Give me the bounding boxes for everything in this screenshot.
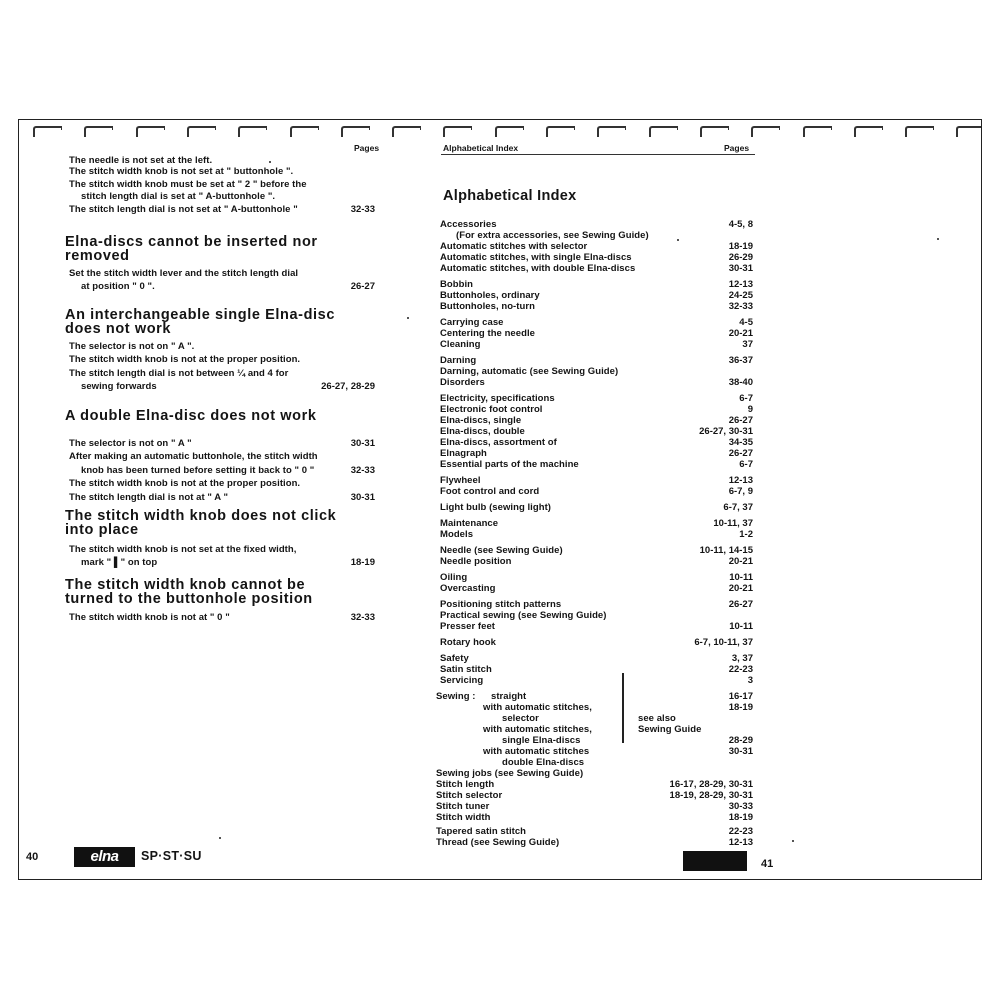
- print-speck: [269, 161, 271, 163]
- index-entry: Accessories: [440, 219, 497, 230]
- index-pages: 6-7, 10-11, 37: [694, 637, 753, 648]
- binding-ring: [238, 126, 266, 137]
- print-speck: [219, 837, 221, 839]
- index-entry: Automatic stitches, with single Elna-discs: [440, 252, 632, 263]
- model-name: SP·ST·SU: [141, 849, 202, 863]
- manual-spread: [18, 119, 982, 880]
- index-pages: 4-5, 8: [728, 219, 753, 230]
- index-entry: Sewing jobs (see Sewing Guide): [436, 768, 584, 779]
- index-entry: Needle position: [440, 556, 512, 567]
- binding-ring: [803, 126, 831, 137]
- index-pages: 3: [747, 675, 753, 686]
- index-entry: Servicing: [440, 675, 484, 686]
- index-entry: Overcasting: [440, 583, 496, 594]
- index-entry: Practical sewing (see Sewing Guide): [440, 610, 607, 621]
- index-entry: Needle (see Sewing Guide): [440, 545, 563, 556]
- sewing-subentry: double Elna-discs: [502, 757, 585, 768]
- print-speck: [937, 238, 939, 240]
- entry-text: The stitch width knob is not set at " buttonhole ".: [69, 166, 294, 178]
- section-heading: The stitch width knob cannot be: [65, 577, 306, 593]
- see-also-note: Sewing Guide: [638, 724, 702, 735]
- page-tab-marker: [683, 851, 747, 871]
- section-heading: removed: [65, 248, 130, 264]
- index-entry: Centering the needle: [440, 328, 535, 339]
- sewing-subentry: straight: [491, 691, 527, 702]
- binding-ring: [443, 126, 471, 137]
- entry-pages: 30-31: [350, 438, 375, 449]
- index-entry: Presser feet: [440, 621, 495, 632]
- index-pages: 18-19, 28-29, 30-31: [669, 790, 753, 801]
- entry-pages: 18-19: [350, 557, 375, 569]
- index-pages: 16-17, 28-29, 30-31: [669, 779, 753, 790]
- binding-ring: [341, 126, 369, 137]
- header-rule: [441, 154, 755, 155]
- binding-ring: [649, 126, 677, 137]
- index-pages: 26-27: [728, 448, 753, 459]
- entry-text: sewing forwards: [81, 381, 157, 393]
- entry-text: The stitch width knob is not at the proper position.: [69, 354, 301, 366]
- index-entry: Electricity, specifications: [440, 393, 555, 404]
- sewing-label: Sewing :: [436, 691, 476, 702]
- index-entry: Elna-discs, assortment of: [440, 437, 557, 448]
- see-also-bracket: [622, 673, 624, 743]
- entry-text: The stitch length dial is not at " A ": [69, 491, 229, 503]
- entry-pages: 26-27, 28-29: [321, 381, 375, 393]
- binding-ring: [854, 126, 882, 137]
- index-pages: 3, 37: [731, 653, 753, 664]
- index-entry: Flywheel: [440, 475, 481, 486]
- index-pages: 20-21: [728, 328, 753, 339]
- index-entry: Stitch tuner: [436, 801, 490, 812]
- index-entry: Darning, automatic (see Sewing Guide): [440, 366, 619, 377]
- index-entry: Oiling: [440, 572, 468, 583]
- index-entry: Electronic foot control: [440, 404, 543, 415]
- index-pages: 20-21: [728, 583, 753, 594]
- sewing-subentry: with automatic stitches,: [483, 702, 592, 713]
- index-entry: Elna-discs, single: [440, 415, 522, 426]
- index-entry: Stitch length: [436, 779, 495, 790]
- entry-pages: 32-33: [350, 203, 375, 215]
- index-entry: Thread (see Sewing Guide): [436, 837, 560, 848]
- binding-ring: [136, 126, 164, 137]
- binding-ring: [33, 126, 61, 137]
- index-pages: 30-33: [728, 801, 753, 812]
- binding-ring: [290, 126, 318, 137]
- entry-text: The needle is not set at the left.: [69, 155, 213, 166]
- index-pages: 10-11, 14-15: [699, 545, 753, 556]
- index-pages: 6-7: [739, 393, 753, 404]
- index-pages: 10-11: [729, 621, 753, 632]
- section-heading: An interchangeable single Elna-disc: [65, 307, 335, 323]
- index-entry: Disorders: [440, 377, 485, 388]
- binding-ring: [495, 126, 523, 137]
- entry-pages: 32-33: [350, 464, 375, 476]
- right-pages-header: Pages: [724, 143, 750, 153]
- index-pages: 36-37: [728, 355, 753, 366]
- entry-text: Set the stitch width lever and the stitch length dial: [69, 268, 299, 279]
- binding-ring: [905, 126, 933, 137]
- binding-ring: [751, 126, 779, 137]
- entry-pages: 26-27: [350, 281, 375, 293]
- index-entry: (For extra accessories, see Sewing Guide): [456, 230, 649, 241]
- index-entry: Elnagraph: [440, 448, 487, 459]
- left-page-number: 40: [26, 851, 39, 863]
- index-pages: 30-31: [728, 263, 753, 274]
- binding-ring: [392, 126, 420, 137]
- index-pages: 6-7, 9: [728, 486, 753, 497]
- sewing-pages: 18-19: [728, 702, 753, 713]
- elna-logo: elna: [74, 847, 135, 867]
- index-entry: Elna-discs, double: [440, 426, 525, 437]
- entry-text: The stitch width knob must be set at " 2 " before the: [69, 179, 307, 191]
- index-pages: 10-11, 37: [713, 518, 753, 529]
- entry-text: The stitch width knob is not set at the fixed width,: [69, 544, 297, 555]
- index-pages: 4-5: [739, 317, 753, 328]
- index-pages: 34-35: [728, 437, 753, 448]
- section-heading: Elna-discs cannot be inserted nor: [65, 234, 318, 250]
- index-pages: 6-7, 37: [723, 502, 753, 513]
- see-also-note: see also: [638, 713, 676, 724]
- index-pages: 26-29: [728, 252, 753, 263]
- index-entry: Models: [440, 529, 474, 540]
- index-entry: Rotary hook: [440, 637, 496, 648]
- index-entry: Buttonholes, ordinary: [440, 290, 540, 301]
- index-pages: 37: [742, 339, 753, 350]
- binding-ring: [187, 126, 215, 137]
- binding-ring: [956, 126, 982, 137]
- entry-text: The selector is not on " A ": [69, 438, 192, 449]
- binding-ring: [700, 126, 728, 137]
- index-entry: Essential parts of the machine: [440, 459, 579, 470]
- sewing-pages: 28-29: [728, 735, 753, 746]
- index-entry: Darning: [440, 355, 477, 366]
- section-heading: does not work: [65, 321, 172, 337]
- index-entry: Stitch width: [436, 812, 491, 823]
- sewing-pages: 16-17: [728, 691, 753, 702]
- index-entry: Automatic stitches, with double Elna-discs: [440, 263, 636, 274]
- section-heading: into place: [65, 522, 139, 538]
- index-entry: Light bulb (sewing light): [440, 502, 552, 513]
- index-title: Alphabetical Index: [443, 188, 577, 204]
- index-pages: 22-23: [728, 826, 753, 837]
- index-pages: 32-33: [728, 301, 753, 312]
- index-pages: 12-13: [728, 279, 753, 290]
- index-pages: 20-21: [728, 556, 753, 567]
- print-speck: [407, 317, 409, 319]
- index-pages: 26-27, 30-31: [699, 426, 753, 437]
- index-entry: Automatic stitches with selector: [440, 241, 588, 252]
- entry-text: The stitch width knob is not at the proper position.: [69, 478, 301, 490]
- entry-text: The stitch width knob is not at " 0 ": [69, 612, 230, 623]
- entry-text: The stitch length dial is not between ¼ and 4 for: [69, 367, 289, 379]
- sewing-subentry: with automatic stitches: [483, 746, 590, 757]
- index-entry: Positioning stitch patterns: [440, 599, 562, 610]
- section-heading: A double Elna-disc does not work: [65, 408, 317, 424]
- index-pages: 6-7: [739, 459, 753, 470]
- binding-ring: [84, 126, 112, 137]
- index-entry: Bobbin: [440, 279, 474, 290]
- index-pages: 9: [747, 404, 753, 415]
- index-pages: 22-23: [728, 664, 753, 675]
- left-pages-header: Pages: [354, 143, 380, 153]
- index-entry: Stitch selector: [436, 790, 503, 801]
- entry-text: stitch length dial is set at " A-buttonhole ".: [81, 190, 276, 202]
- right-page-number: 41: [761, 858, 774, 870]
- entry-text: mark " ▌" on top: [81, 557, 158, 569]
- section-heading: turned to the buttonhole position: [65, 591, 313, 607]
- index-pages: 24-25: [728, 290, 753, 301]
- print-speck: [792, 840, 794, 842]
- entry-text: at position " 0 ".: [81, 281, 155, 293]
- entry-text: After making an automatic buttonhole, the stitch width: [69, 451, 318, 463]
- binding-ring: [597, 126, 625, 137]
- index-pages: 18-19: [728, 241, 753, 252]
- entry-text: knob has been turned before setting it back to " 0 ": [81, 464, 315, 476]
- index-entry: Satin stitch: [440, 664, 492, 675]
- entry-text: The selector is not on " A ".: [69, 341, 195, 352]
- index-entry: Carrying case: [440, 317, 504, 328]
- right-header-title: Alphabetical Index: [443, 143, 519, 153]
- sewing-subentry: selector: [502, 713, 539, 724]
- index-pages: 12-13: [728, 837, 753, 848]
- print-speck: [677, 239, 679, 241]
- index-entry: Safety: [440, 653, 469, 664]
- sewing-pages: 30-31: [728, 746, 753, 757]
- section-heading: The stitch width knob does not click: [65, 508, 337, 524]
- index-pages: 1-2: [739, 529, 753, 540]
- index-entry: Tapered satin stitch: [436, 826, 527, 837]
- index-pages: 26-27: [728, 599, 753, 610]
- index-pages: 26-27: [728, 415, 753, 426]
- index-entry: Foot control and cord: [440, 486, 540, 497]
- entry-pages: 32-33: [350, 612, 375, 623]
- index-entry: Cleaning: [440, 339, 481, 350]
- index-entry: Buttonholes, no-turn: [440, 301, 535, 312]
- index-pages: 12-13: [728, 475, 753, 486]
- sewing-subentry: single Elna-discs: [502, 735, 581, 746]
- binding-ring: [546, 126, 574, 137]
- entry-pages: 30-31: [350, 491, 375, 503]
- entry-text: The stitch length dial is not set at " A-buttonhole ": [69, 203, 298, 215]
- index-entry: Maintenance: [440, 518, 499, 529]
- index-pages: 38-40: [728, 377, 753, 388]
- index-pages: 18-19: [728, 812, 753, 823]
- index-pages: 10-11: [729, 572, 753, 583]
- sewing-subentry: with automatic stitches,: [483, 724, 592, 735]
